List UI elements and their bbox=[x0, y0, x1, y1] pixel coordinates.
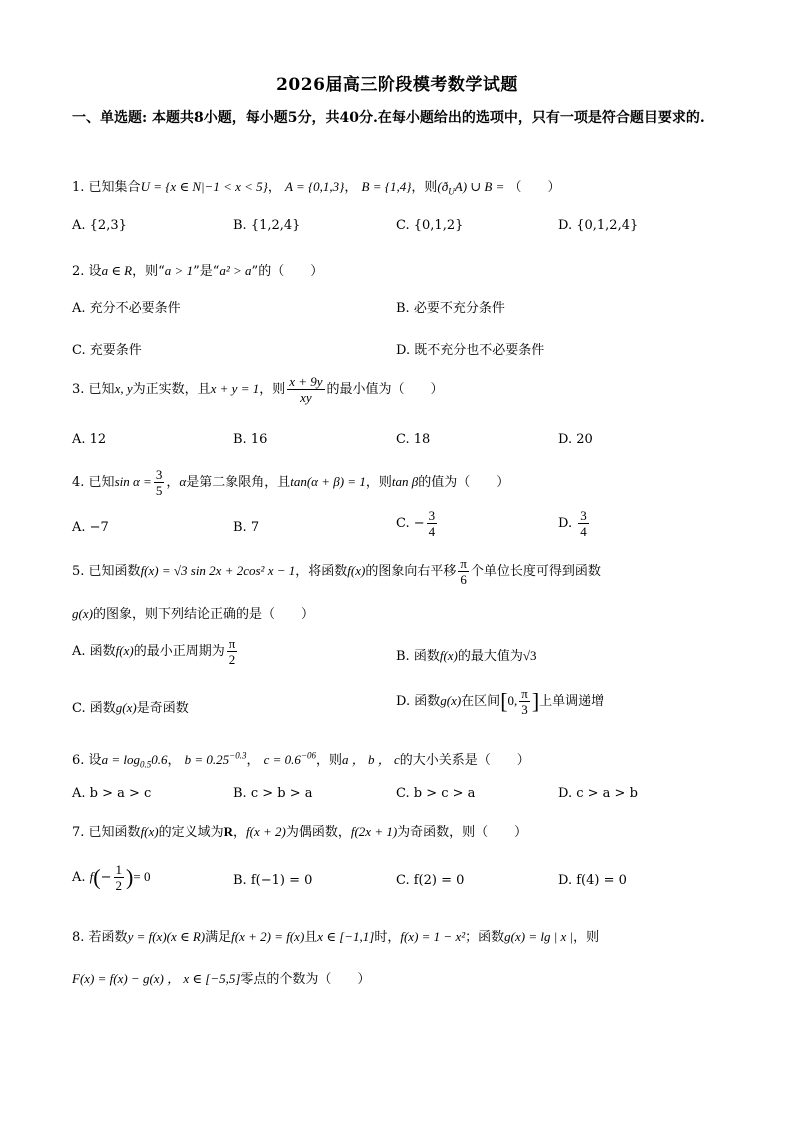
fraction-numerator: 3 bbox=[580, 508, 587, 523]
question-text: ， bbox=[166, 475, 180, 490]
option-a: A. b > a > c bbox=[72, 786, 152, 801]
question-number: 5. bbox=[72, 564, 85, 579]
option-label: D. bbox=[558, 516, 573, 531]
option-c: C. b > c > a bbox=[396, 786, 476, 801]
math-expr: a² > a bbox=[219, 263, 252, 278]
question-text: 设 bbox=[88, 753, 102, 768]
option-b: B. 7 bbox=[233, 520, 260, 535]
math-expr: x, y bbox=[114, 381, 133, 396]
option-label: C. 函数 bbox=[72, 701, 116, 716]
option-b: B. c > b > a bbox=[233, 786, 313, 801]
question-text: 的图象，则下列结论正确的是（ ） bbox=[92, 607, 314, 622]
math-expr: g(x) bbox=[440, 693, 462, 708]
question-text: 的大小关系是（ ） bbox=[399, 753, 530, 768]
question-number: 6. bbox=[72, 753, 85, 768]
question-text: 的最小值为（ ） bbox=[326, 382, 444, 397]
math-expr: = 0 bbox=[133, 869, 151, 884]
option-c: C. 18 bbox=[396, 432, 431, 447]
question-number: 8. bbox=[72, 930, 85, 945]
fraction-denominator: 3 bbox=[521, 702, 528, 717]
fraction-denominator: 4 bbox=[428, 524, 436, 539]
math-expr: f(x) = 1 − x² bbox=[400, 929, 466, 944]
option-c: C. 充要条件 bbox=[72, 343, 142, 358]
question-text: ，则 bbox=[573, 930, 600, 945]
math-expr: f(x) bbox=[115, 643, 134, 658]
option-label: C. bbox=[396, 516, 410, 531]
question-text: 个单位长度可得到函数 bbox=[470, 564, 601, 579]
question-text: 零点的个数为（ ） bbox=[240, 972, 371, 987]
math-expr: (ð bbox=[437, 179, 449, 194]
math-expr: sin α = bbox=[114, 474, 152, 489]
question-text: 为偶函数， bbox=[285, 825, 351, 840]
math-set-u: U = {x ∈ N|−1 < x < 5} bbox=[140, 179, 268, 194]
option-label: A. bbox=[72, 870, 86, 885]
question-number: 7. bbox=[72, 825, 85, 840]
math-expr: g(x) bbox=[72, 606, 93, 621]
option-label: B. 函数 bbox=[396, 649, 440, 664]
question-text: 已知函数 bbox=[88, 564, 141, 579]
question-5 bbox=[72, 556, 601, 587]
question-1: 1. 已知集合U = {x ∈ N|−1 < x < 5}， A = {0,1,3}， B = {1,4}，则$(ð_UA)$ ∪ B = （ ） bbox=[72, 179, 561, 197]
question-2 bbox=[72, 260, 323, 279]
fraction-numerator: π bbox=[460, 556, 467, 571]
math-expr: g(x) = lg | x | bbox=[504, 929, 574, 944]
fraction bbox=[458, 556, 469, 587]
fraction bbox=[287, 374, 324, 405]
math-expr: y = f(x)(x ∈ R) bbox=[127, 929, 206, 944]
math-expr: x + y = 1 bbox=[210, 381, 260, 396]
page-title: 2026届高三阶段模考数学试题 bbox=[276, 75, 518, 95]
paren-right: ) bbox=[126, 864, 134, 890]
math-expr: f bbox=[89, 869, 94, 884]
math-expr: tan(α + β) = 1 bbox=[290, 474, 366, 489]
answer-paren: （ ） bbox=[508, 180, 561, 195]
math-expr: √3 bbox=[522, 648, 537, 663]
fraction-denominator: 2 bbox=[228, 652, 236, 667]
question-number: 2. bbox=[72, 264, 85, 279]
math-expr: A) ∪ B = bbox=[454, 179, 505, 194]
math-expr-c: $c = 0.6^{-06}$ bbox=[263, 750, 316, 767]
math-expr: f(x + 2) = f(x) bbox=[231, 929, 305, 944]
option-d bbox=[396, 686, 604, 717]
option-a: A. {2,3} bbox=[72, 218, 127, 233]
fraction-numerator: 3 bbox=[428, 508, 436, 523]
question-number: 3. bbox=[72, 382, 85, 397]
question-text: 已知 bbox=[88, 475, 115, 490]
math-expr: f(x) bbox=[439, 648, 458, 663]
question-number: 4. bbox=[72, 475, 85, 490]
math-expr: f(x) = √3 sin 2x + 2cos² x − 1 bbox=[140, 563, 296, 578]
math-expr: g(x) bbox=[115, 700, 137, 715]
math-set-a: A = {0,1,3} bbox=[285, 179, 345, 194]
option-text: 是奇函数 bbox=[136, 701, 189, 716]
question-text: ”的（ ） bbox=[251, 264, 324, 279]
option-b: B. {1,2,4} bbox=[233, 218, 301, 233]
question-text: 为奇函数，则（ ） bbox=[397, 825, 528, 840]
math-expr: a ， b ， c bbox=[341, 752, 400, 767]
math-expr: tan β bbox=[391, 474, 419, 489]
math-expr: f(x) bbox=[347, 563, 366, 578]
question-8-line-2 bbox=[72, 968, 370, 987]
math-expr: a ∈ R bbox=[101, 263, 133, 278]
math-expr: x ∈ [−1,1] bbox=[317, 929, 375, 944]
option-text: 的最大值为 bbox=[457, 649, 523, 664]
fraction-numerator: π bbox=[228, 636, 236, 651]
question-text: ；函数 bbox=[465, 930, 505, 945]
fraction bbox=[227, 636, 238, 667]
question-6: 6. 设$a = \log_{0.5}0.6$， $b = 0.25^{-0.3}$， $c = 0.6^{-06}$，则a ， b ， c的大小关系是（ ） bbox=[72, 750, 530, 770]
fraction-numerator: π bbox=[521, 686, 528, 701]
option-d: D. 既不充分也不必要条件 bbox=[396, 343, 545, 358]
option-d: D. {0,1,2,4} bbox=[558, 218, 639, 233]
option-label: A. 函数 bbox=[72, 644, 116, 659]
fraction-numerator: 3 bbox=[155, 467, 163, 482]
option-d: D. f(4) = 0 bbox=[558, 873, 627, 888]
option-d: D. c > a > b bbox=[558, 786, 638, 801]
option-c: C. {0,1,2} bbox=[396, 218, 464, 233]
question-text: 为正实数，且 bbox=[132, 382, 211, 397]
question-text: 的定义域为 bbox=[158, 825, 224, 840]
option-c: C. f(2) = 0 bbox=[396, 873, 465, 888]
question-5-line-2 bbox=[72, 603, 314, 622]
question-text: ”是“ bbox=[193, 264, 220, 279]
question-text: 已知函数 bbox=[88, 825, 141, 840]
option-a: A. −7 bbox=[72, 520, 109, 535]
math-expr: f(2x + 1) bbox=[350, 824, 398, 839]
question-text: 若函数 bbox=[88, 930, 128, 945]
question-text: ，则 bbox=[259, 382, 286, 397]
option-b bbox=[396, 645, 537, 664]
question-3 bbox=[72, 374, 444, 405]
math-expr-a: $a = \log_{0.5}0.6$ bbox=[101, 752, 168, 770]
option-a bbox=[72, 636, 239, 667]
question-text: 满足 bbox=[205, 930, 232, 945]
math-expr: F(x) = f(x) − g(x) ， x ∈ [−5,5] bbox=[72, 971, 241, 986]
math-expr: R bbox=[223, 824, 234, 839]
bracket-right: ] bbox=[531, 688, 540, 714]
question-text: 是第二象限角，且 bbox=[186, 475, 291, 490]
question-text: 的图象向右平移 bbox=[365, 564, 457, 579]
fraction-denominator: 2 bbox=[115, 878, 123, 893]
question-text: ，则 bbox=[365, 475, 392, 490]
question-text: ，则“ bbox=[132, 264, 165, 279]
fraction bbox=[154, 467, 165, 498]
math-set-b: B = {1,4} bbox=[361, 179, 412, 194]
question-text: ，则 bbox=[315, 753, 342, 768]
math-expr: a > 1 bbox=[164, 263, 194, 278]
option-label: D. 函数 bbox=[396, 694, 441, 709]
paren-left: ( bbox=[93, 864, 101, 890]
option-text: 上单调递增 bbox=[539, 694, 605, 709]
option-text: 在区间 bbox=[461, 694, 501, 709]
question-7 bbox=[72, 821, 527, 840]
option-d bbox=[558, 508, 591, 539]
fraction bbox=[519, 686, 530, 717]
fraction-denominator: 6 bbox=[460, 572, 467, 587]
fraction bbox=[427, 508, 438, 539]
question-text: ，将函数 bbox=[295, 564, 348, 579]
question-text: 的值为（ ） bbox=[418, 475, 510, 490]
fraction-numerator: x + 9y bbox=[289, 374, 323, 389]
fraction-numerator: 1 bbox=[115, 862, 123, 877]
question-text: ，则 bbox=[411, 180, 438, 195]
math-expr: f(x + 2) bbox=[246, 824, 286, 839]
bracket-left: [ bbox=[500, 688, 508, 714]
question-number: 1. bbox=[72, 180, 85, 195]
question-text: 且 bbox=[304, 930, 318, 945]
section-heading: 一、单选题: 本题共8小题，每小题5分，共40分.在每小题给出的选项中，只有一项是符合题目要求的. bbox=[72, 110, 705, 126]
math-expr-b: $b = 0.25^{-0.3}$ bbox=[184, 750, 247, 767]
fraction-denominator: 4 bbox=[580, 524, 587, 539]
math-expr: f(x) bbox=[140, 824, 159, 839]
option-a: A. 12 bbox=[72, 432, 107, 447]
option-b: B. 16 bbox=[233, 432, 268, 447]
math-expr: 0, bbox=[507, 693, 518, 708]
math-expr: α bbox=[179, 474, 187, 489]
fraction-denominator: 5 bbox=[155, 483, 163, 498]
question-text: 时， bbox=[374, 930, 401, 945]
question-text: 已知集合 bbox=[88, 180, 141, 195]
question-8 bbox=[72, 926, 599, 945]
question-text: 设 bbox=[88, 264, 102, 279]
question-text: ， bbox=[233, 825, 247, 840]
question-text: 已知 bbox=[88, 382, 115, 397]
option-c: C. − $\frac{3}{4}$ bbox=[396, 508, 436, 539]
option-d: D. 20 bbox=[558, 432, 593, 447]
fraction-denominator: xy bbox=[300, 390, 312, 405]
option-text: 的最小正周期为 bbox=[133, 644, 225, 659]
option-a: A. f(− $\frac{1}{2}$ )= 0 bbox=[72, 862, 151, 893]
math-subscript: U bbox=[448, 186, 455, 197]
option-b: B. 必要不充分条件 bbox=[396, 301, 505, 316]
option-c bbox=[72, 697, 189, 716]
fraction bbox=[114, 862, 125, 893]
option-b: B. f(−1) = 0 bbox=[233, 873, 313, 888]
option-a: A. 充分不必要条件 bbox=[72, 301, 181, 316]
question-4 bbox=[72, 467, 509, 498]
fraction bbox=[578, 508, 589, 539]
